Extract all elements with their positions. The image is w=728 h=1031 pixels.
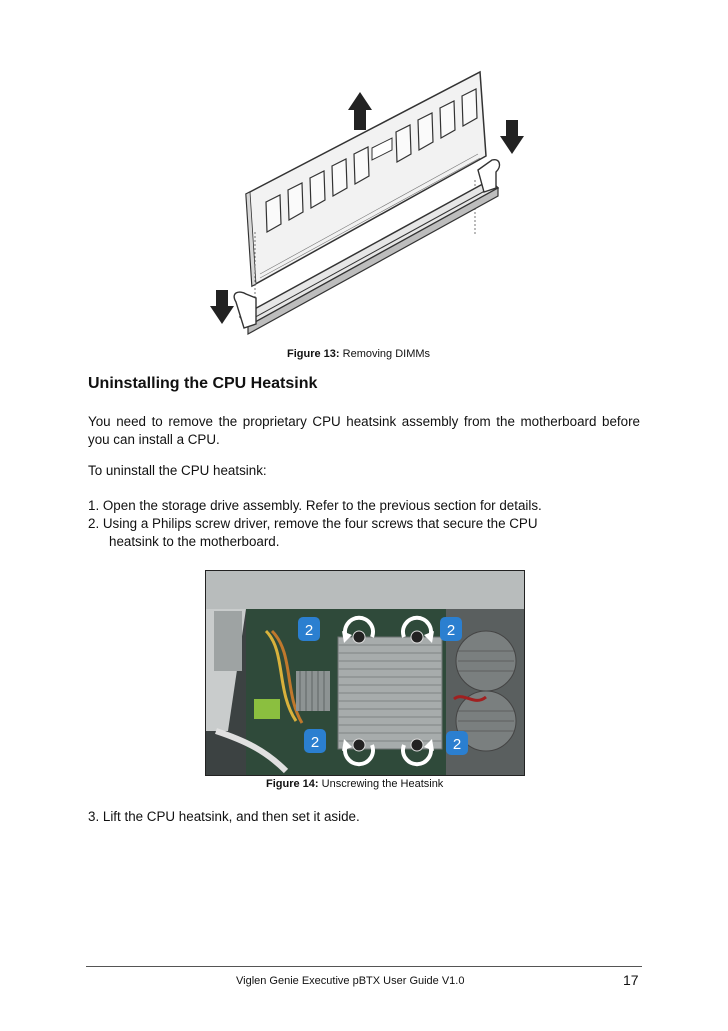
figure-14-label: Figure 14: [266,778,319,790]
figure-14-caption-text: Unscrewing the Heatsink [321,778,444,790]
step-1: 1. Open the storage drive assembly. Refer to the previous section for details. [88,498,542,513]
footer-rule [86,966,642,967]
page-number: 17 [623,972,639,988]
dimm-removal-illustration [200,62,530,340]
screw-badge-top-right [440,617,462,641]
screw-badge-label: 2 [446,622,456,639]
screw-badge-bottom-left [304,729,326,753]
intro-paragraph: You need to remove the proprietary CPU heatsink assembly from the motherboard before you can install a CPU. [88,414,640,447]
screw-badge-label: 2 [304,622,314,639]
screw-badge-bottom-right [446,731,468,755]
figure-13-caption-text: Removing DIMMs [342,348,431,360]
figure-13-caption [287,348,430,360]
screw-badge-label: 2 [452,736,462,753]
section-heading: Uninstalling the CPU Heatsink [88,375,318,392]
screw-badge-top-left [298,617,320,641]
step-2: 2. Using a Philips screw driver, remove the four screws that secure the CPU [88,516,538,531]
figure-14-caption [266,778,443,790]
lead-sentence: To uninstall the CPU heatsink: [88,463,267,478]
step-3: 3. Lift the CPU heatsink, and then set it aside. [88,809,360,824]
footer-title: Viglen Genie Executive pBTX User Guide V1.0 [236,975,465,987]
step-2-continuation: heatsink to the motherboard. [109,534,280,549]
screw-badge-label: 2 [310,734,320,751]
figure-13-label: Figure 13: [287,348,340,360]
heatsink-photo [205,570,525,776]
